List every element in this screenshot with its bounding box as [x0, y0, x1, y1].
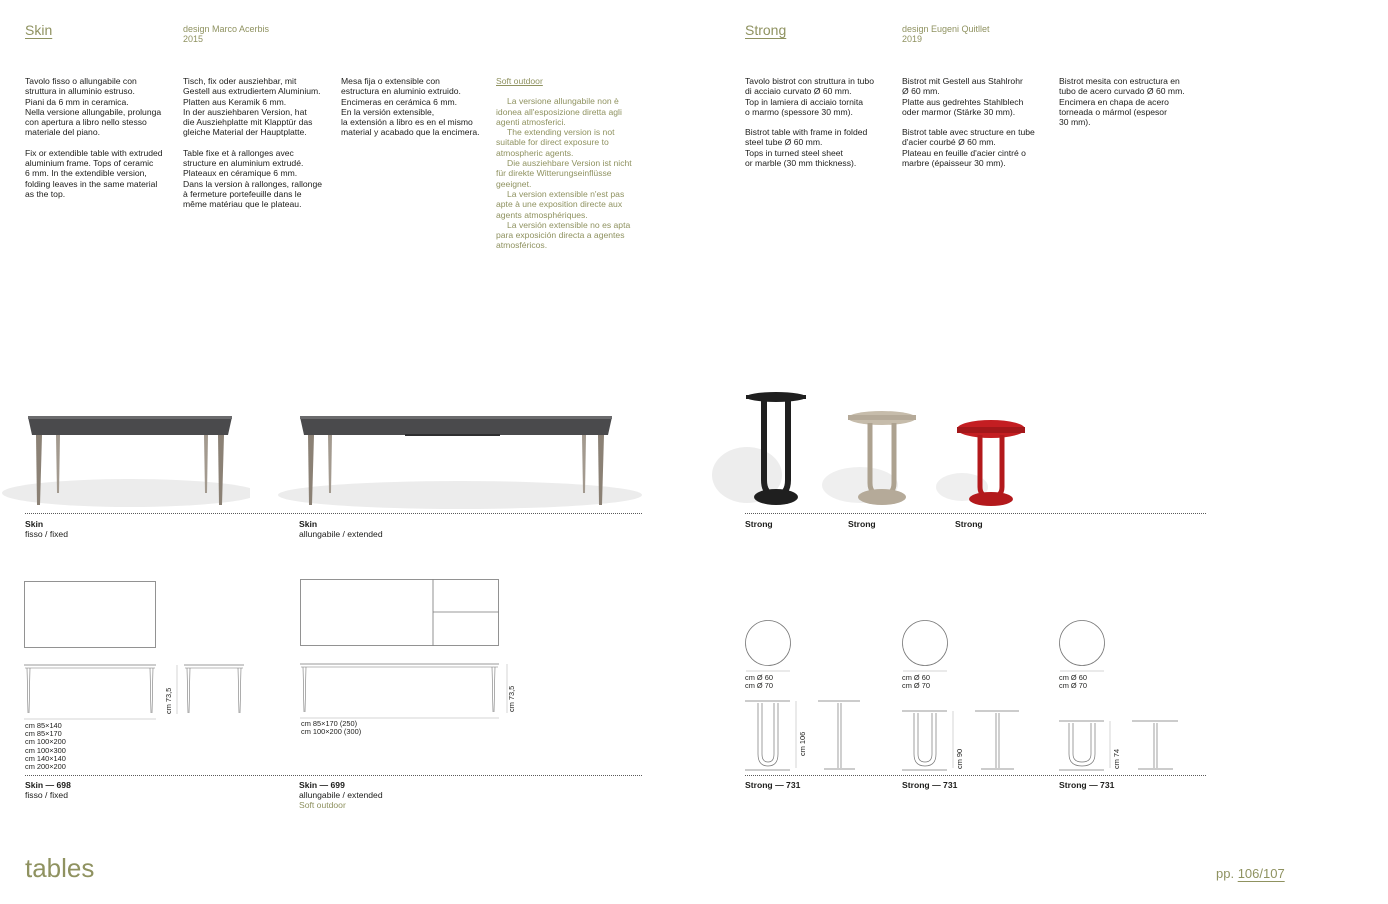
skin-designer-name: design Marco Acerbis: [183, 24, 270, 34]
strong-text-en: Bistrot table with frame in folded steel tube Ø 60 mm. Tops in turned steel sheet or marble (30 mm thickness).: [745, 127, 868, 169]
skin-code-divider: [25, 775, 642, 776]
section-title: tables: [25, 853, 95, 883]
skin-extended-caption: [299, 519, 383, 539]
skin-extended-caption-sub: allungabile / extended: [299, 529, 383, 540]
skin-fixed-caption-sub: fisso / fixed: [25, 529, 68, 540]
skin-fixed-sizes: cm 85×140 cm 85×170 cm 100×200 cm 100×300 cm 140×140 cm 200×200: [25, 721, 66, 772]
skin-text-de: Tisch, fix oder ausziehbar, mit Gestell aus extrudiertem Aluminium. Platten aus Keramik 6 mm. In der ausziehbaren Version, hat die Ausziehplatte mit Klapptür das gleiche Material der Hauptplatte.: [183, 76, 321, 138]
skin-extended-photo: [270, 405, 642, 515]
skin-extended-sizes: cm 85×170 (250) cm 100×200 (300): [301, 719, 362, 737]
strong-caption-3: Strong: [955, 519, 983, 529]
soft-outdoor-block: [496, 76, 642, 251]
skin-text-it: Tavolo fisso o allungabile con struttura in alluminio estruso. Piani da 6 mm in ceramica. Nella versione allungabile, prolunga con apertura a libro nello stesso materiale del piano.: [25, 76, 162, 138]
skin-designer: [183, 24, 269, 44]
strong-code-2: Strong — 731: [902, 780, 958, 790]
skin-extended-drawing: [299, 578, 519, 720]
strong-text-col-3: [1059, 76, 1215, 137]
skin-fixed-drawing: [24, 580, 249, 722]
skin-fixed-height: cm 73,5: [164, 687, 173, 714]
skin-text-col-1: [25, 76, 181, 209]
strong-code-3: Strong — 731: [1059, 780, 1115, 790]
skin-698-code-sub: fisso / fixed: [25, 790, 68, 801]
skin-fixed-caption-name: Skin: [25, 519, 44, 529]
soft-outdoor-note-de: Die ausziehbare Version ist nicht für direkte Witterungseinflüsse geeignet.: [496, 158, 632, 189]
strong-text-fr: Bistrot table avec structure en tube d'acier courbé Ø 60 mm. Plateau en feuille d'acier cintré o marbre (épaisseur 30 mm).: [902, 127, 1035, 169]
strong-designer: [902, 24, 990, 44]
strong-diameters-2: cm Ø 60 cm Ø 70: [902, 673, 930, 691]
strong-text-it: Tavolo bistrot con struttura in tubo di acciaio curvato Ø 60 mm. Top in lamiera di acciaio tornita o marmo (spessore 30 mm).: [745, 76, 874, 117]
skin-title: Skin: [25, 22, 53, 38]
strong-text-col-2: [902, 76, 1058, 178]
skin-text-en: Fix or extendible table with extruded aluminium frame. Tops of ceramic 6 mm. In the extendible version, folding leaves in the same material as the top.: [25, 147, 163, 199]
skin-year: 2015: [183, 34, 204, 44]
skin-698-code: [25, 780, 71, 800]
skin-text-col-2: [183, 76, 339, 220]
strong-code-1: Strong — 731: [745, 780, 801, 790]
soft-outdoor-note-es: La versión extensible no es apta para exposición directa a agentes atmosféricos.: [496, 219, 631, 251]
strong-diameters-1: cm Ø 60 cm Ø 70: [745, 673, 773, 691]
strong-diameters-3: cm Ø 60 cm Ø 70: [1059, 673, 1087, 691]
strong-code-divider: [745, 775, 1206, 776]
skin-699-code-sub: allungabile / extended: [299, 790, 383, 801]
skin-699-code: [299, 780, 383, 811]
strong-height-2: cm 90: [955, 748, 964, 769]
skin-extended-height: cm 73,5: [507, 685, 516, 712]
soft-outdoor-notes: [496, 96, 642, 250]
strong-height-1: cm 106: [798, 731, 807, 756]
strong-text-es: Bistrot mesita con estructura en tubo de acero curvado Ø 60 mm. Encimera en chapa de acero torneada o mármol (espesor 30 mm).: [1059, 76, 1185, 128]
strong-photo-divider: [745, 513, 1206, 514]
soft-outdoor-note-en: The extending version is not suitable for direct exposure to atmospheric agents.: [496, 127, 615, 158]
strong-caption-1: Strong: [745, 519, 773, 529]
strong-height-3: cm 74: [1112, 748, 1121, 769]
skin-photo-divider: [25, 513, 642, 514]
strong-title: Strong: [745, 22, 787, 38]
soft-outdoor-note-fr: La version extensible n'est pas apte à une exposition directe aux agents atmosphériques.: [496, 188, 625, 220]
soft-outdoor-note-it: La versione allungabile non è idonea all'esposizione diretta agli agenti atmosferici.: [496, 96, 622, 127]
soft-outdoor-title: Soft outdoor: [496, 76, 543, 86]
page-numbers-value: 106/107: [1237, 866, 1285, 881]
skin-699-code-note: Soft outdoor: [299, 800, 346, 811]
strong-year: 2019: [902, 34, 923, 44]
strong-caption-2: Strong: [848, 519, 876, 529]
strong-text-de: Bistrot mit Gestell aus Stahlrohr Ø 60 mm. Platte aus gedrehtes Stahlblech oder marmor (Stärke 30 mm).: [902, 76, 1024, 117]
skin-text-es: Mesa fija o extensible con estructura en aluminio extruido. Encimeras en cerámica 6 mm. En la versión extensible, la extensión a libro es en el mismo material y acabado que la encimera.: [341, 76, 480, 138]
skin-text-fr: Table fixe et à rallonges avec structure en aluminium extrudé. Plateaux en céramique 6 mm. Dans la version à rallonges, rallonge à fermeture portefeuille dans le même matériau que le plateau.: [183, 147, 323, 210]
strong-photo-group: [712, 385, 1052, 513]
strong-text-col-1: [745, 76, 901, 178]
skin-extended-caption-name: Skin: [299, 519, 318, 529]
skin-fixed-caption: [25, 519, 68, 539]
strong-designer-name: design Eugeni Quitllet: [902, 24, 990, 34]
skin-698-code-name: Skin — 698: [25, 780, 71, 790]
page-numbers-prefix: pp.: [1216, 866, 1238, 881]
skin-699-code-name: Skin — 699: [299, 780, 345, 790]
skin-fixed-photo: [0, 405, 250, 515]
skin-text-col-3: [341, 76, 497, 148]
page-numbers: [1216, 866, 1285, 881]
